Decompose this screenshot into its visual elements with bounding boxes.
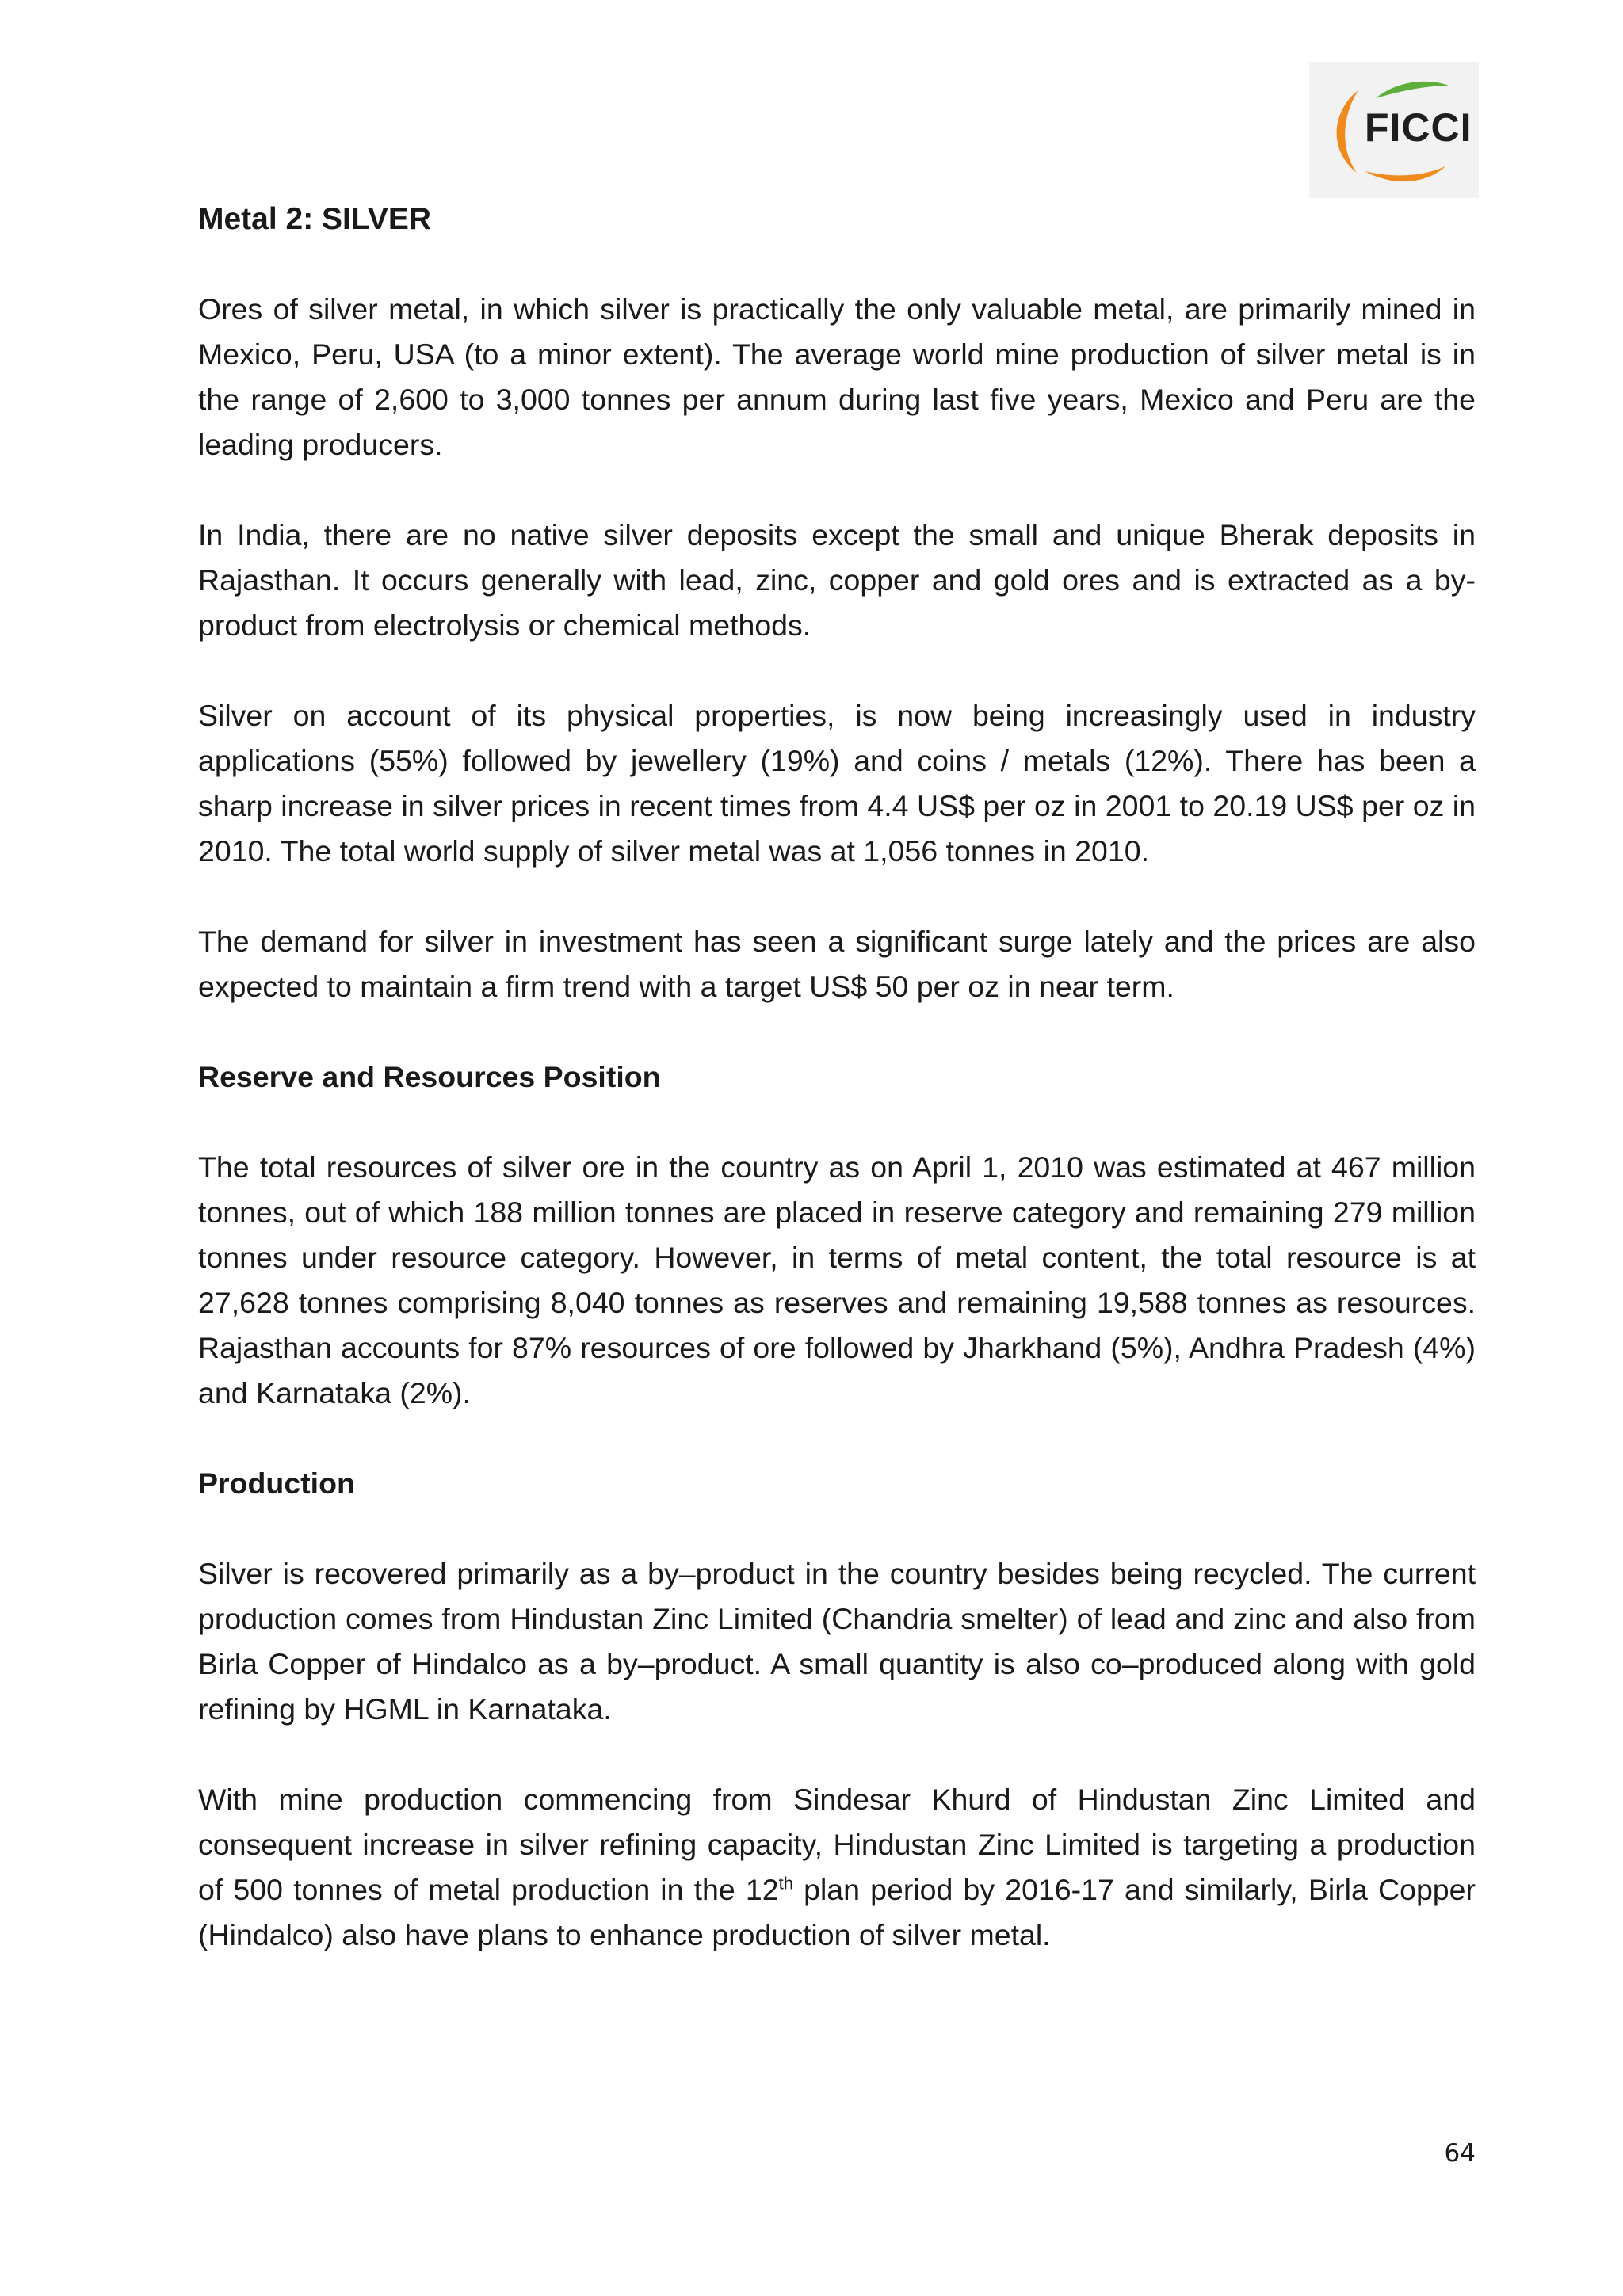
- intro-paragraph-4: The demand for silver in investment has seen a significant surge lately and the prices are also expected to maintain a firm trend with a target US$ 50 per oz in near term.: [198, 925, 1476, 1003]
- spacer: [198, 1506, 1476, 1551]
- production-paragraph-2: [198, 1777, 1476, 1958]
- production-paragraph-1: Silver is recovered primarily as a by–product in the country besides being recycled. The current production comes from Hindustan Zinc Limited (Chandria smelter) of lead and zinc and also from Birla Copper of Hindalco as a by–product. A small quantity is also co–produced along with gold refining by HGML in Karnataka.: [198, 1557, 1476, 1726]
- ordinal-suffix: th: [778, 1873, 793, 1894]
- spacer: [198, 1732, 1476, 1777]
- spacer: [198, 467, 1476, 513]
- spacer: [198, 1009, 1476, 1055]
- intro-paragraph-2: In India, there are no native silver deposits except the small and unique Bherak deposits in Rajasthan. It occurs generally with lead, zinc, copper and gold ores and is extracted as a by-product from electrolysis or chemical methods.: [198, 518, 1476, 642]
- page-content: [198, 196, 1476, 1958]
- page-number: 64: [1444, 2139, 1476, 2168]
- spacer: [198, 648, 1476, 693]
- spacer: [198, 1100, 1476, 1145]
- ficci-logo: [1309, 62, 1479, 198]
- page-title: Metal 2: SILVER: [198, 202, 432, 236]
- intro-paragraph-3: Silver on account of its physical properties, is now being increasingly used in industry applications (55%) followed by jewellery (19%) and coins / metals (12%). There has been a sharp increase in silver prices in recent times from 4.4 US$ per oz in 2001 to 20.19 US$ per oz in 2010. The total world supply of silver metal was at 1,056 tonnes in 2010.: [198, 699, 1476, 868]
- ficci-logo-text: FICCI: [1365, 105, 1472, 150]
- spacer: [198, 1416, 1476, 1461]
- reserves-heading: Reserve and Resources Position: [198, 1060, 661, 1093]
- production-paragraph-2-part-1: With mine production commencing from Sindesar Khurd of Hindustan Zinc Limited and consequent increase in silver refining capacity, Hindustan Zinc Limited is targeting a production of 500 tonnes of metal production in the 12: [198, 1783, 1476, 1906]
- spacer: [198, 874, 1476, 919]
- production-paragraph-2-part-2: plan period by 2016-17 and similarly, Birla Copper (Hindalco) also have plans to enhance production of silver metal.: [198, 1873, 1476, 1951]
- intro-paragraph-1: Ores of silver metal, in which silver is practically the only valuable metal, are primarily mined in Mexico, Peru, USA (to a minor extent). The average world mine production of silver metal is in the range of 2,600 to 3,000 tonnes per annum during last five years, Mexico and Peru are the leading producers.: [198, 292, 1476, 461]
- spacer: [198, 242, 1476, 287]
- reserves-paragraph: The total resources of silver ore in the country as on April 1, 2010 was estimated at 467 million tonnes, out of which 188 million tonnes are placed in reserve category and remaining 279 million tonnes under resource category. However, in terms of metal content, the total resource is at 27,628 tonnes comprising 8,040 tonnes as reserves and remaining 19,588 tonnes as resources. Rajasthan accounts for 87% resources of ore followed by Jharkhand (5%), Andhra Pradesh (4%) and Karnataka (2%).: [198, 1150, 1476, 1409]
- production-heading: Production: [198, 1466, 355, 1500]
